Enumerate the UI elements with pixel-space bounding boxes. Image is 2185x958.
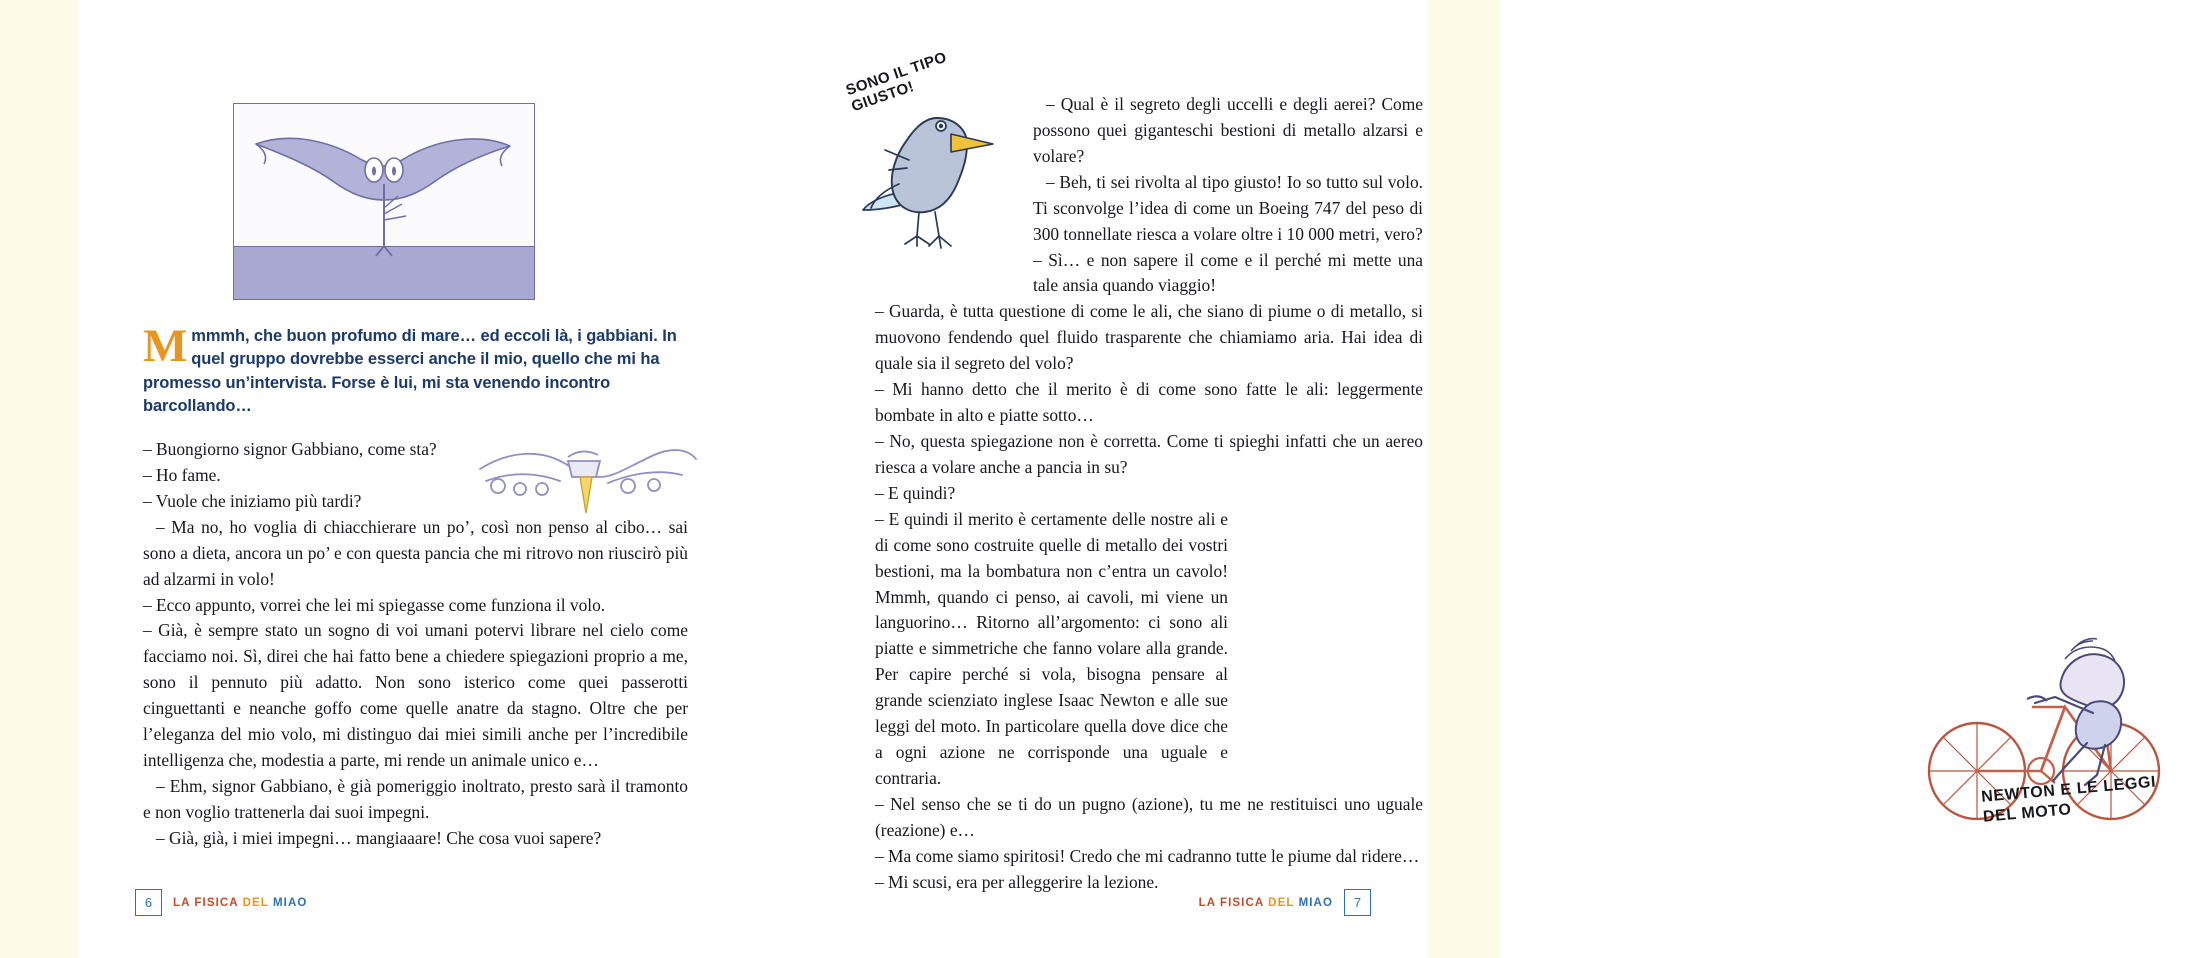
dialogue-line: – Mi hanno detto che il merito è di come sono fatte le ali: leggermente bombate in alto e piatte sotto… (875, 379, 1423, 426)
intro-text: mmmh, che buon profumo di mare… ed eccoli là, i gabbiani. In quel gruppo dovrebbe esserci anche il mio, quello che mi ha promesso un’intervista. Forse è lui, mi sta venendo incontro barcollando… (143, 327, 677, 416)
page-edge-strip-right (1428, 0, 1500, 958)
running-title (173, 897, 307, 909)
running-title-part2: DEL (1268, 896, 1295, 909)
seagull-drawing (234, 104, 534, 299)
dialogue-line: – Nel senso che se ti do un pugno (azione), tu me ne restituisci uno uguale (reazione) e… (875, 793, 1423, 840)
intro-paragraph (143, 320, 685, 419)
dialogue-line: – Guarda, è tutta questione di come le ali, che siano di piume o di metallo, si muovono fendendo quel fluido trasparente che chiamiamo aria. Hai idea di quale sia il segreto del volo? (875, 301, 1423, 374)
gull-text-wrap-spacer (875, 92, 1025, 274)
dialogue-line: – Già, già, i miei impegni… mangiaaare! Che cosa vuoi sapere? (156, 827, 602, 848)
dialogue-line: – Qual è il segreto degli uccelli e degli aerei? Come possono quei giganteschi bestioni di metallo alzarsi e volare? (1033, 94, 1423, 166)
folio-left (135, 889, 307, 916)
running-title-part1: LA FISICA (173, 896, 239, 909)
running-title (1199, 897, 1333, 909)
dialogue-line: – Ehm, signor Gabbiano, è già pomeriggio inoltrato, presto sarà il tramonto e non voglio trattenerla dai suoi impegni. (143, 775, 688, 822)
running-title-part2: DEL (242, 896, 269, 909)
page-number: 7 (1344, 889, 1371, 916)
running-title-part3: MIAO (1298, 896, 1333, 909)
newton-on-bicycle-drawing (1915, 585, 2185, 865)
dialogue-line: – E quindi? (875, 482, 956, 503)
dialogue-line: – E quindi il merito è certamente delle nostre ali e di come sono costruite quelle di metallo dei vostri bestioni, ma la bombatura non c’entra un cavolo! Mmmh, quando ci penso, ai cavoli, mi viene un languorino… Ritorno all’argomento: ci sono ali piatte e simmetriche che fanno volare alla grande. Per capire perché si vola, bisogna pensare al grande scienziato inglese Isaac Newton e alle sue leggi del moto. In particolare quella dove dice che a ogni azione ne corrisponde una uguale e contraria. (875, 508, 1228, 788)
running-title-part1: LA FISICA (1198, 896, 1264, 909)
page-edge-strip-left (0, 0, 78, 958)
right-page (750, 0, 2157, 958)
dialogue-line: – Beh, ti sei rivolta al tipo giusto! Io so tutto sul volo. Ti sconvolge l’idea di come un Boeing 747 del peso di 300 tonnellate riesca a volare oltre i 10 000 metri, vero? (1033, 171, 1423, 244)
dialogue-line: – Sì… e non sapere il come e il perché mi mette una tale ansia quando viaggio! (1033, 249, 1423, 296)
folio-right (1199, 889, 1371, 916)
dialogue-line: – Vuole che iniziamo più tardi? (143, 490, 362, 511)
bike-text-wrap-spacer (1238, 513, 1423, 763)
bike-caption: NEWTON E LE LEGGI DEL MOTO (1980, 773, 2157, 827)
dialogue-line: – Ma no, ho voglia di chiacchierare un po’, così non penso al cibo… sai sono a dieta, ancora un po’ e con questa pancia che mi ritrovo non riuscirò più ad alzarmi in volo! (143, 516, 688, 589)
dialogue-line: – Mi scusi, era per alleggerire la lezione. (875, 871, 1159, 892)
drop-cap-letter: M (143, 320, 188, 372)
dialogue-line: – Ho fame. (143, 464, 221, 485)
right-body-text (875, 92, 1423, 896)
speech-label: SONO IL TIPO GIUSTO! (843, 48, 949, 116)
running-title-part3: MIAO (272, 896, 308, 909)
dialogue-line: – Buongiorno signor Gabbiano, come sta? (143, 439, 437, 459)
dialogue-line: – No, questa spiegazione non è corretta. Come ti spieghi infatti che un aereo riesca a volare anche a pancia in su? (875, 430, 1423, 477)
dialogue-line: – Ecco appunto, vorrei che lei mi spiegasse come funziona il volo. (143, 594, 606, 615)
dialogue-line: – Ma come siamo spiritosi! Credo che mi cadranno tutte le piume dal ridere… (875, 845, 1420, 866)
page-number: 6 (135, 889, 162, 916)
left-page (78, 0, 750, 958)
seagull-in-frame-illustration (233, 103, 535, 300)
dialogue-line: – Già, è sempre stato un sogno di voi umani potervi librare nel cielo come facciamo noi. Sì, direi che hai fatto bene a chiedere spiegazioni proprio a me, sono il pennuto più adatto. Non sono isterico come quei passerotti cinguettanti e neanche goffo come quelle anatre da stagno. Oltre che per l’eleganza del mio volo, mi distinguo dai miei simili anche per l’incredibile intelligenza che, modestia a parte, mi rende un animale unico e… (143, 620, 688, 771)
left-body-text (143, 437, 688, 852)
